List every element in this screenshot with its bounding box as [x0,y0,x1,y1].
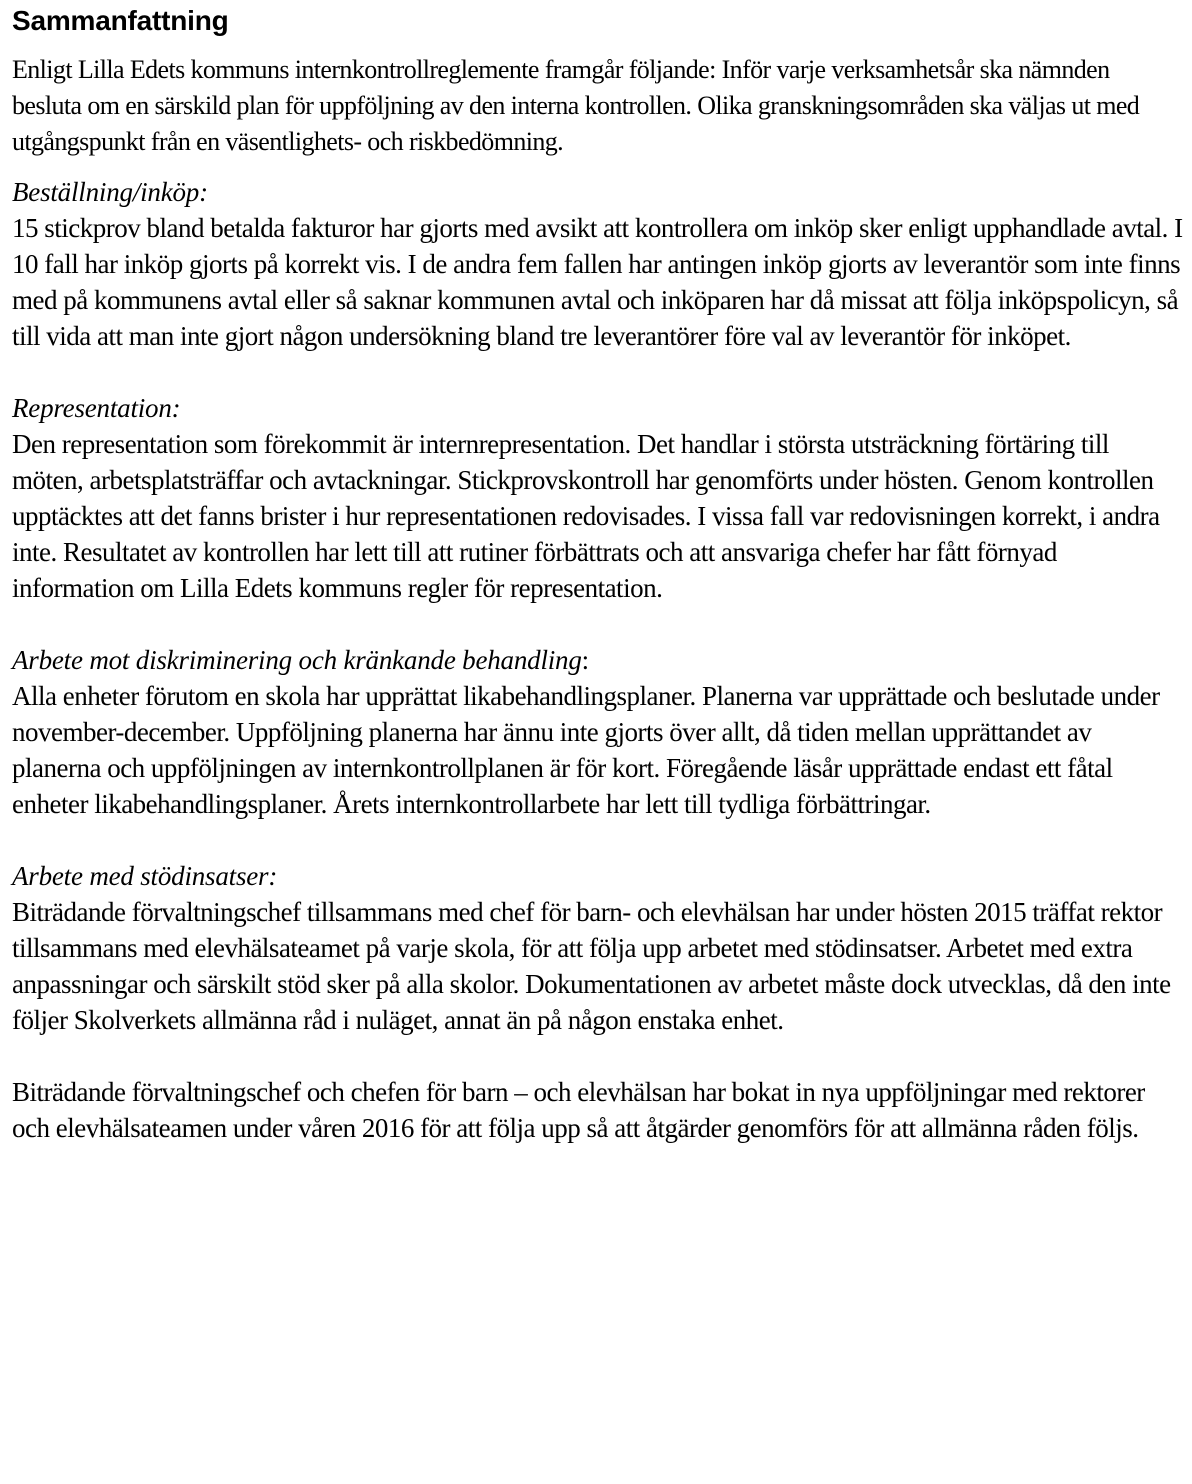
section-text-diskriminering: Alla enheter förutom en skola har upprättat likabehandlingsplaner. Planerna var upprättade och beslutade under november-december. Uppföljning planerna har ännu inte gjorts över allt, då tiden mellan upprättandet av planerna och uppföljningen av internkontrollplanen är för kort. Föregående läsår upprättade endast ett fåtal enheter likabehandlingsplaner. Årets internkontrollarbete har lett till tydliga förbättringar. [12,681,1160,819]
section-representation [12,390,1184,606]
section-bestallning-inkop [12,174,1184,354]
section-title-diskriminering-colon: : [581,645,589,675]
document-heading: Sammanfattning [12,5,229,36]
intro-paragraph: Enligt Lilla Edets kommuns internkontrollreglemente framgår följande: Inför varje verksamhetsår ska nämnden besluta om en särskild plan för uppföljning av den interna kontrollen. Olika granskningsområden ska väljas ut med utgångspunkt från en väsentlighets- och riskbedömning. [12,55,1140,156]
section-title-diskriminering [12,642,1184,678]
document-page [12,0,1184,1146]
section-diskriminering [12,642,1184,822]
section-title-bestallning-inkop: Beställning/inköp: [12,177,208,207]
section-title-representation: Representation: [12,393,181,423]
section-stodinsatser [12,858,1184,1038]
section-title-diskriminering-text: Arbete mot diskriminering och kränkande behandling [12,645,582,675]
section-title-stodinsatser: Arbete med stödinsatser: [12,861,278,891]
section-text-stodinsatser: Biträdande förvaltningschef tillsammans med chef för barn- och elevhälsan har under hösten 2015 träffat rektor tillsammans med elevhälsateamet på varje skola, för att följa upp arbetet med stödinsatser. Arbetet med extra anpassningar och särskilt stöd sker på alla skolor. Dokumentationen av arbetet måste dock utvecklas, då den inte följer Skolverkets allmänna råd i nuläget, annat än på någon enstaka enhet. [12,897,1171,1035]
section-text-representation: Den representation som förekommit är internrepresentation. Det handlar i största utsträckning förtäring till möten, arbetsplatsträffar och avtackningar. Stickprovskontroll har genomförts under hösten. Genom kontrollen upptäcktes att det fanns brister i hur representationen redovisades. I vissa fall var redovisningen korrekt, i andra inte. Resultatet av kontrollen har lett till att rutiner förbättrats och att ansvariga chefer har fått förnyad information om Lilla Edets kommuns regler för representation. [12,429,1160,603]
section-text-bestallning-inkop: 15 stickprov bland betalda fakturor har gjorts med avsikt att kontrollera om inköp sker enligt upphandlade avtal. I 10 fall har inköp gjorts på korrekt vis. I de andra fem fallen har antingen inköp gjorts av leverantör som inte finns med på kommunens avtal eller så saknar kommunen avtal och inköparen har då missat att följa inköpspolicyn, så till vida att man inte gjort någon undersökning bland tre leverantörer före val av leverantör för inköpet. [12,213,1183,351]
closing-paragraph: Biträdande förvaltningschef och chefen för barn – och elevhälsan har bokat in nya uppföljningar med rektorer och elevhälsateamen under våren 2016 för att följa upp så att åtgärder genomförs för att allmänna råden följs. [12,1077,1145,1143]
